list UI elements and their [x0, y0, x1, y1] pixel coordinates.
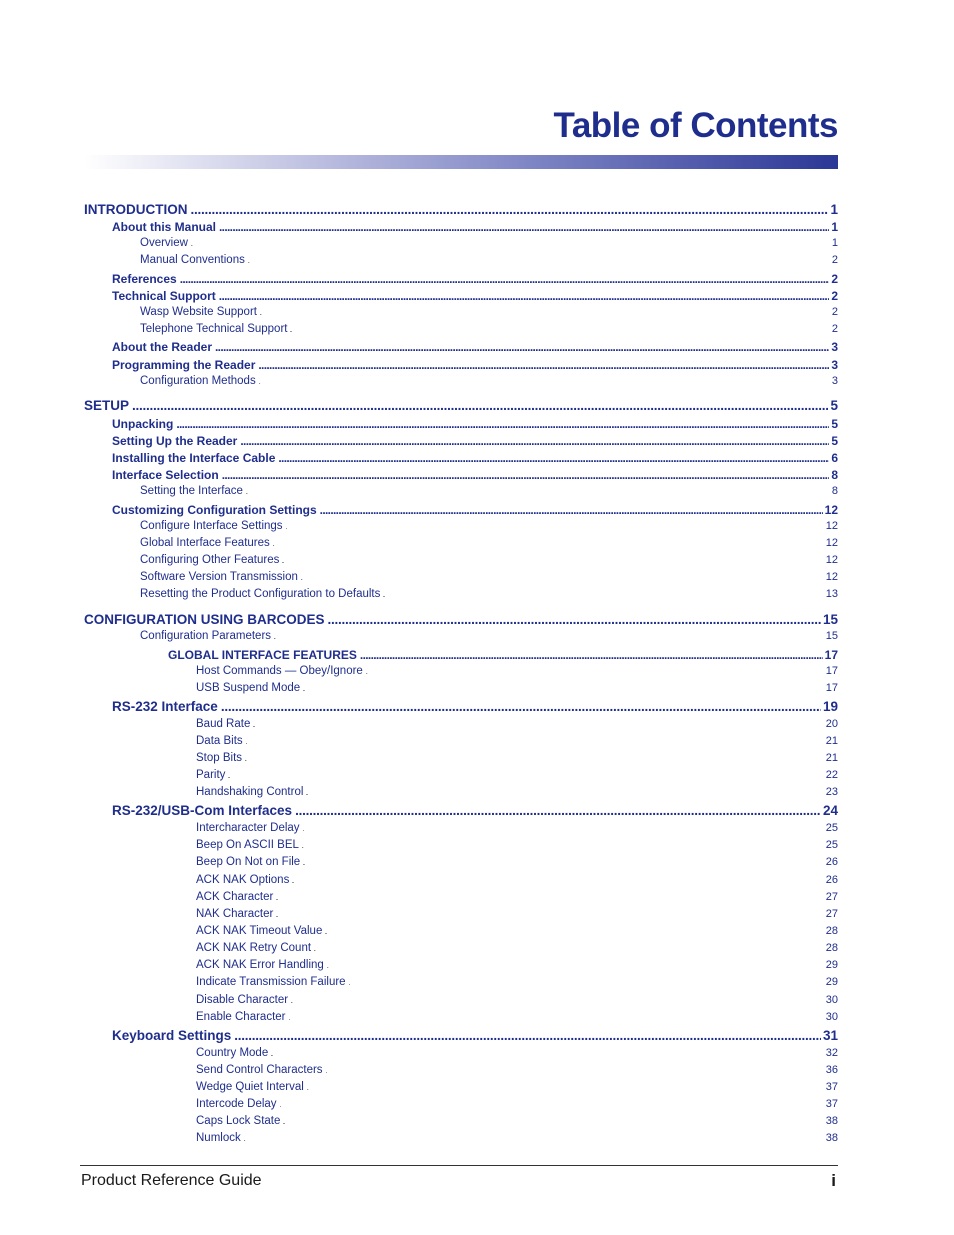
toc-leader-dots [215, 340, 829, 354]
toc-leader-dots [260, 306, 830, 318]
toc-entry[interactable] [84, 891, 838, 903]
toc-leader-dots [244, 1132, 824, 1144]
toc-entry-label: Caps Lock State [196, 1115, 281, 1127]
toc-entry-label: Telephone Technical Support [140, 323, 288, 335]
footer-divider [80, 1165, 838, 1166]
toc-entry-page: 29 [825, 959, 838, 971]
toc-entry[interactable] [84, 537, 838, 549]
toc-entry-page: 37 [825, 1081, 838, 1093]
toc-leader-dots [328, 612, 821, 627]
toc-leader-dots [234, 1028, 821, 1043]
toc-entry-page: 2 [831, 306, 838, 318]
toc-leader-dots [276, 891, 823, 903]
toc-leader-dots [360, 648, 823, 662]
toc-leader-dots [325, 925, 823, 937]
toc-entry[interactable] [84, 874, 838, 886]
toc-entry[interactable] [84, 254, 838, 266]
toc-entry[interactable] [84, 822, 838, 834]
toc-entry[interactable] [84, 803, 838, 818]
toc-leader-dots [301, 571, 824, 583]
toc-entry-page: 6 [831, 451, 838, 465]
toc-entry[interactable] [84, 1098, 838, 1110]
toc-entry-label: Country Mode [196, 1047, 269, 1059]
toc-entry-page: 3 [831, 375, 838, 387]
toc-leader-dots [280, 1098, 824, 1110]
toc-entry-label: Intercharacter Delay [196, 822, 300, 834]
toc-entry-label: About the Reader [112, 340, 213, 354]
toc-entry-label: Global Interface Features [140, 537, 270, 549]
toc-leader-dots [303, 856, 824, 868]
toc-leader-dots [290, 323, 829, 335]
toc-leader-dots [383, 588, 823, 600]
toc-entry-page: 17 [824, 648, 838, 662]
toc-entry[interactable] [84, 769, 838, 781]
toc-entry-label: ACK NAK Error Handling [196, 959, 324, 971]
toc-entry[interactable] [84, 612, 838, 627]
toc-entry-page: 26 [825, 856, 838, 868]
toc-leader-dots [326, 1064, 824, 1076]
toc-entry-page: 38 [825, 1132, 838, 1144]
footer-guide-title: Product Reference Guide [81, 1172, 262, 1189]
toc-entry-page: 36 [825, 1064, 838, 1076]
toc-entry[interactable] [84, 976, 838, 988]
toc-entry-page: 20 [825, 718, 838, 730]
toc-entry-page: 23 [825, 786, 838, 798]
toc-entry-page: 3 [831, 340, 838, 354]
toc-entry[interactable] [84, 1047, 838, 1059]
toc-leader-dots [282, 554, 823, 566]
toc-entry[interactable] [84, 323, 838, 335]
toc-leader-dots [303, 682, 824, 694]
toc-leader-dots [219, 220, 829, 234]
toc-entry-page: 37 [825, 1098, 838, 1110]
toc-entry[interactable] [84, 1011, 838, 1023]
toc-entry-label: CONFIGURATION USING BARCODES [84, 612, 325, 627]
page-title: Table of Contents [553, 106, 838, 145]
toc-entry[interactable] [84, 786, 838, 798]
toc-entry-label: Technical Support [112, 289, 216, 303]
toc-leader-dots [258, 358, 829, 372]
toc-entry[interactable] [84, 839, 838, 851]
toc-entry-page: 1 [831, 237, 838, 249]
toc-entry-page: 12 [825, 554, 838, 566]
toc-entry-page: 8 [831, 485, 838, 497]
toc-entry-page: 28 [825, 942, 838, 954]
toc-entry-page: 5 [831, 434, 838, 448]
toc-leader-dots [366, 665, 824, 677]
toc-entry-label: Wedge Quiet Interval [196, 1081, 304, 1093]
toc-entry-page: 25 [825, 839, 838, 851]
toc-entry[interactable] [84, 520, 838, 532]
toc-entry[interactable] [84, 571, 838, 583]
toc-entry-page: 1 [831, 220, 838, 234]
toc-entry[interactable] [84, 648, 838, 662]
toc-entry-label: ACK NAK Options [196, 874, 290, 886]
toc-entry-label: Manual Conventions [140, 254, 245, 266]
toc-entry-page: 12 [825, 537, 838, 549]
toc-entry[interactable] [84, 340, 838, 354]
toc-entry-label: ACK NAK Retry Count [196, 942, 312, 954]
toc-entry[interactable] [84, 588, 838, 600]
toc-leader-dots [306, 786, 823, 798]
toc-entry-label: Parity [196, 769, 226, 781]
toc-leader-dots [191, 202, 829, 217]
toc-entry-page: 19 [822, 699, 838, 714]
toc-entry-label: Installing the Interface Cable [112, 451, 276, 465]
toc-entry[interactable] [84, 237, 838, 249]
toc-entry-page: 29 [825, 976, 838, 988]
toc-entry-label: Overview [140, 237, 188, 249]
toc-entry[interactable] [84, 272, 838, 286]
toc-entry[interactable] [84, 398, 838, 413]
toc-entry-page: 2 [831, 289, 838, 303]
toc-entry[interactable] [84, 485, 838, 497]
toc-entry-label: Configure Interface Settings [140, 520, 283, 532]
toc-entry-page: 26 [825, 874, 838, 886]
toc-leader-dots [180, 272, 830, 286]
toc-entry-label: Configuring Other Features [140, 554, 280, 566]
toc-entry[interactable] [84, 699, 838, 714]
toc-entry-page: 5 [830, 398, 838, 413]
toc-leader-dots [240, 434, 829, 448]
toc-entry[interactable] [84, 1132, 838, 1144]
toc-leader-dots [320, 503, 823, 517]
toc-leader-dots [286, 520, 824, 532]
toc-leader-dots [253, 718, 823, 730]
toc-entry[interactable] [84, 942, 838, 954]
toc-leader-dots [307, 1081, 824, 1093]
toc-entry[interactable] [84, 375, 838, 387]
toc-leader-dots [246, 485, 830, 497]
toc-entry-label: Programming the Reader [112, 358, 256, 372]
toc-entry-page: 15 [822, 612, 838, 627]
toc-entry-label: Wasp Website Support [140, 306, 257, 318]
toc-entry-page: 8 [831, 468, 838, 482]
toc-leader-dots [176, 417, 829, 431]
toc-entry-label: Enable Character [196, 1011, 286, 1023]
toc-leader-dots [245, 752, 824, 764]
toc-leader-dots [219, 289, 830, 303]
toc-entry-page: 12 [825, 520, 838, 532]
toc-leader-dots [314, 942, 824, 954]
toc-entry-page: 21 [825, 752, 838, 764]
toc-entry[interactable] [84, 735, 838, 747]
toc-entry-label: Configuration Parameters [140, 630, 272, 642]
toc-entry[interactable] [84, 1064, 838, 1076]
toc-leader-dots [349, 976, 824, 988]
toc-entry-label: Intercode Delay [196, 1098, 277, 1110]
toc-entry-label: References [112, 272, 177, 286]
toc-entry-page: 5 [831, 417, 838, 431]
toc-entry-page: 15 [825, 630, 838, 642]
toc-leader-dots [283, 1115, 823, 1127]
toc-entry-label: RS-232/USB-Com Interfaces [112, 803, 293, 818]
toc-entry[interactable] [84, 468, 838, 482]
toc-leader-dots [259, 375, 830, 387]
toc-entry-page: 27 [825, 891, 838, 903]
toc-entry-page: 2 [831, 272, 838, 286]
toc-entry-page: 38 [825, 1115, 838, 1127]
toc-entry-label: Host Commands — Obey/Ignore [196, 665, 363, 677]
toc-entry-label: Data Bits [196, 735, 243, 747]
toc-leader-dots [295, 803, 821, 818]
toc-leader-dots [228, 769, 823, 781]
toc-entry[interactable] [84, 630, 838, 642]
toc-entry-label: Interface Selection [112, 468, 219, 482]
toc-leader-dots [291, 994, 824, 1006]
toc-entry[interactable] [84, 718, 838, 730]
toc-leader-dots [271, 1047, 824, 1059]
toc-entry[interactable] [84, 289, 838, 303]
toc-entry-label: GLOBAL INTERFACE FEATURES [168, 648, 357, 662]
toc-entry[interactable] [84, 1081, 838, 1093]
toc-entry-label: SETUP [84, 398, 130, 413]
toc-entry[interactable] [84, 306, 838, 318]
toc-entry-page: 24 [822, 803, 838, 818]
toc-entry-label: Configuration Methods [140, 375, 256, 387]
toc-entry-page: 13 [825, 588, 838, 600]
toc-leader-dots [289, 1011, 824, 1023]
toc-entry[interactable] [84, 1115, 838, 1127]
toc-entry-page: 21 [825, 735, 838, 747]
toc-leader-dots [327, 959, 824, 971]
toc-entry-label: Setting Up the Reader [112, 434, 238, 448]
toc-entry-page: 31 [822, 1028, 838, 1043]
toc-leader-dots [246, 735, 824, 747]
toc-entry-label: Indicate Transmission Failure [196, 976, 346, 988]
footer-page-number: i [831, 1171, 836, 1190]
toc-entry[interactable] [84, 856, 838, 868]
toc-entry[interactable] [84, 434, 838, 448]
toc-entry-label: Software Version Transmission [140, 571, 298, 583]
toc-entry[interactable] [84, 202, 838, 217]
toc-entry[interactable] [84, 358, 838, 372]
toc-entry-label: Disable Character [196, 994, 289, 1006]
toc-entry-page: 30 [825, 1011, 838, 1023]
toc-entry[interactable] [84, 682, 838, 694]
toc-entry[interactable] [84, 665, 838, 677]
toc-entry-label: About this Manual [112, 220, 216, 234]
toc-entry[interactable] [84, 1028, 838, 1043]
toc-entry[interactable] [84, 908, 838, 920]
toc-entry-label: Beep On Not on File [196, 856, 301, 868]
toc-entry-label: Baud Rate [196, 718, 251, 730]
toc-entry-label: Keyboard Settings [112, 1028, 232, 1043]
title-gradient-bar [84, 155, 838, 169]
toc-leader-dots [191, 237, 830, 249]
toc-entry-label: Customizing Configuration Settings [112, 503, 317, 517]
toc-entry-label: USB Suspend Mode [196, 682, 301, 694]
toc-leader-dots [278, 451, 829, 465]
toc-entry-label: Unpacking [112, 417, 174, 431]
toc-entry-label: ACK Character [196, 891, 274, 903]
toc-entry-page: 27 [825, 908, 838, 920]
toc-entry[interactable] [84, 451, 838, 465]
toc-entry-label: ACK NAK Timeout Value [196, 925, 323, 937]
toc-entry-label: INTRODUCTION [84, 202, 188, 217]
toc-entry-page: 25 [825, 822, 838, 834]
toc-entry[interactable] [84, 959, 838, 971]
toc-entry-page: 17 [825, 682, 838, 694]
toc-entry-label: RS-232 Interface [112, 699, 218, 714]
toc-entry-page: 12 [824, 503, 838, 517]
toc-entry-page: 2 [831, 254, 838, 266]
toc-entry-page: 1 [830, 202, 838, 217]
toc-entry-label: Handshaking Control [196, 786, 304, 798]
toc-entry[interactable] [84, 994, 838, 1006]
toc-entry[interactable] [84, 752, 838, 764]
toc-entry-page: 32 [825, 1047, 838, 1059]
toc-entry-page: 22 [825, 769, 838, 781]
toc-entry-page: 12 [825, 571, 838, 583]
toc-leader-dots [248, 254, 830, 266]
toc-entry-page: 30 [825, 994, 838, 1006]
toc-entry-label: Numlock [196, 1132, 241, 1144]
toc-entry[interactable] [84, 503, 838, 517]
toc-entry-page: 3 [831, 358, 838, 372]
toc-leader-dots [274, 630, 824, 642]
toc-entry-page: 2 [831, 323, 838, 335]
toc-entry[interactable] [84, 554, 838, 566]
toc-entry[interactable] [84, 220, 838, 234]
toc-entry[interactable] [84, 925, 838, 937]
toc-entry-label: Send Control Characters [196, 1064, 323, 1076]
toc-entry-label: Resetting the Product Configuration to Defaults [140, 588, 381, 600]
toc-entry-page: 17 [825, 665, 838, 677]
toc-entry-label: Stop Bits [196, 752, 243, 764]
toc-leader-dots [303, 822, 824, 834]
toc-entry-label: Setting the Interface [140, 485, 243, 497]
toc-entry[interactable] [84, 417, 838, 431]
toc-leader-dots [221, 699, 821, 714]
toc-entry-label: NAK Character [196, 908, 274, 920]
toc-entry-label: Beep On ASCII BEL [196, 839, 299, 851]
toc-leader-dots [276, 908, 823, 920]
toc-leader-dots [132, 398, 828, 413]
toc-leader-dots [222, 468, 830, 482]
toc-leader-dots [273, 537, 824, 549]
toc-leader-dots [292, 874, 823, 886]
toc-leader-dots [302, 839, 824, 851]
toc-entry-page: 28 [825, 925, 838, 937]
